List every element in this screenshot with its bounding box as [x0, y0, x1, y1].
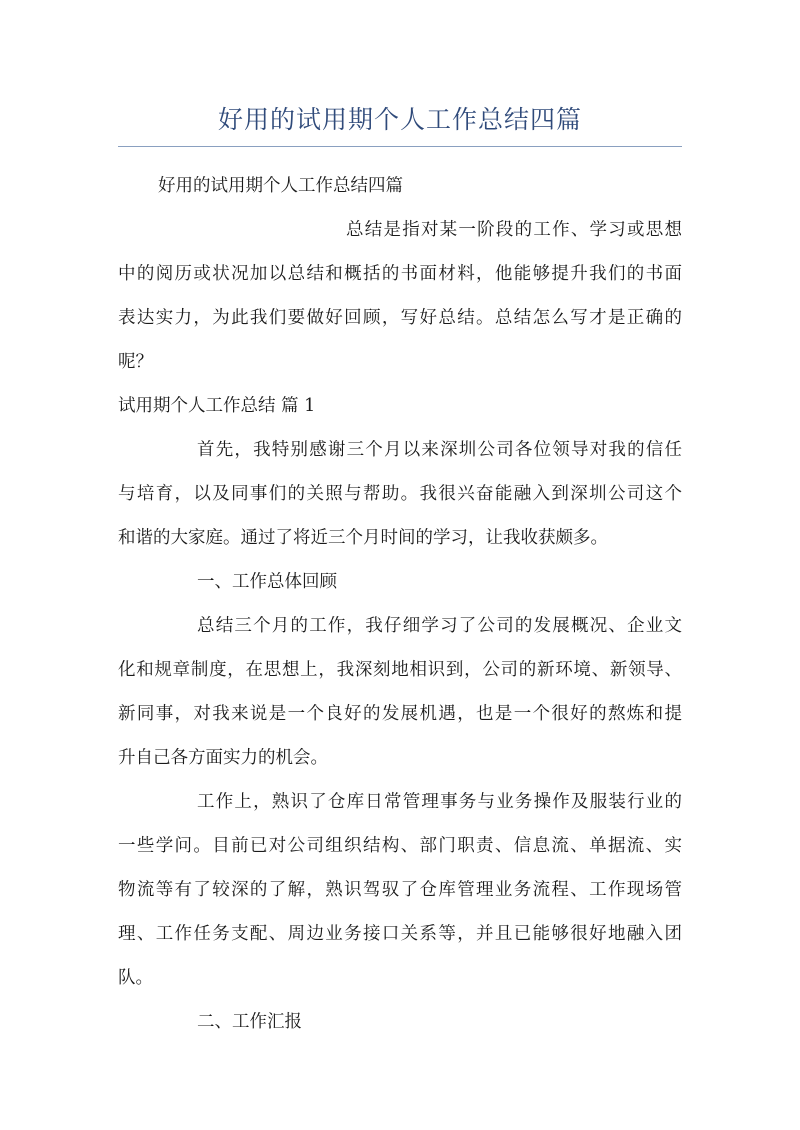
intro-line: 总结是指对某一阶段的工作、学习或思想 — [346, 220, 682, 240]
intro-line: 呢？ — [118, 352, 153, 372]
subheading: 二、工作汇报 — [197, 1012, 302, 1032]
paragraph-line: 物流等有了较深的了解，熟识驾驭了仓库管理业务流程、工作现场管 — [118, 880, 682, 900]
intro-line: 中的阅历或状况加以总结和概括的书面材料，他能够提升我们的书面 — [118, 264, 682, 284]
subheading: 一、工作总体回顾 — [197, 572, 337, 592]
title-divider — [118, 146, 682, 147]
paragraph-line: 队。 — [118, 968, 153, 988]
paragraph-line: 化和规章制度，在思想上，我深刻地相识到，公司的新环境、新领导、 — [118, 660, 682, 680]
paragraph-line: 升自己各方面实力的机会。 — [118, 748, 328, 768]
document-subtitle: 好用的试用期个人工作总结四篇 — [158, 176, 403, 196]
paragraph-line: 和谐的大家庭。通过了将近三个月时间的学习，让我收获颇多。 — [118, 528, 608, 548]
intro-line: 表达实力，为此我们要做好回顾，写好总结。总结怎么写才是正确的 — [118, 308, 682, 328]
paragraph-line: 与培育，以及同事们的关照与帮助。我很兴奋能融入到深圳公司这个 — [118, 484, 682, 504]
paragraph-line: 总结三个月的工作，我仔细学习了公司的发展概况、企业文 — [197, 616, 682, 636]
paragraph-line: 工作上，熟识了仓库日常管理事务与业务操作及服装行业的 — [197, 792, 682, 812]
paragraph-line: 新同事，对我来说是一个良好的发展机遇，也是一个很好的熬炼和提 — [118, 704, 682, 724]
document-title: 好用的试用期个人工作总结四篇 — [217, 105, 582, 134]
paragraph-line: 首先，我特别感谢三个月以来深圳公司各位领导对我的信任 — [197, 440, 682, 460]
section-heading: 试用期个人工作总结 篇 1 — [118, 396, 316, 416]
paragraph-line: 一些学问。目前已对公司组织结构、部门职责、信息流、单据流、实 — [118, 836, 682, 856]
paragraph-line: 理、工作任务支配、周边业务接口关系等，并且已能够很好地融入团 — [118, 924, 682, 944]
